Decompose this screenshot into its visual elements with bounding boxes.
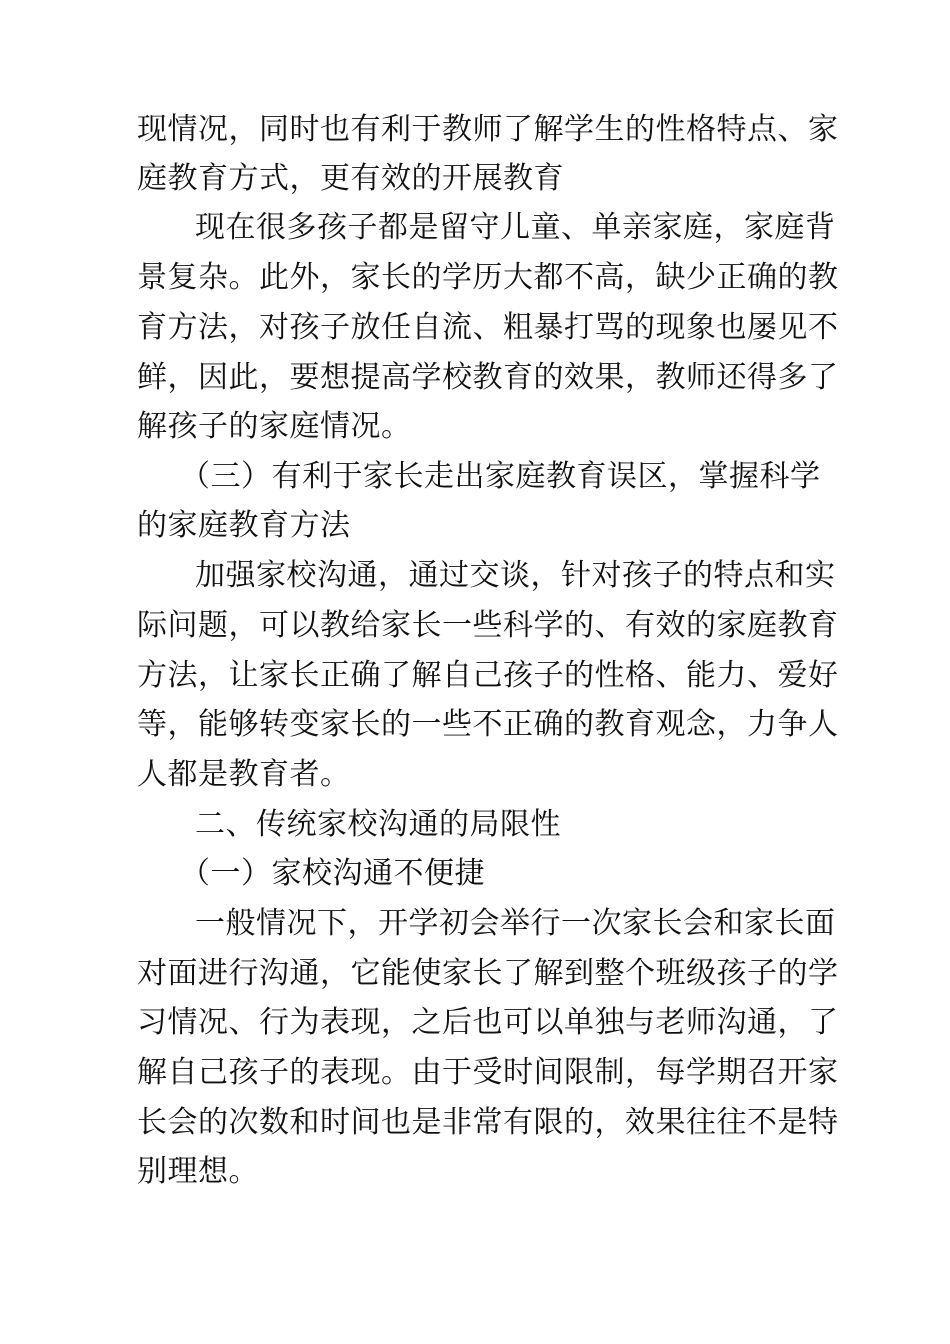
paragraph-line: 等，能够转变家长的一些不正确的教育观念，力争人 [137,707,839,742]
paragraph-line: 现情况，同时也有利于教师了解学生的性格特点、家 [137,112,839,147]
paragraph-line: 庭教育方式，更有效的开展教育 [137,161,564,196]
paragraph-line: 解孩子的家庭情况。 [137,409,412,444]
paragraph-line: 景复杂。此外，家长的学历大都不高，缺少正确的教 [137,260,839,295]
paragraph-line: 长会的次数和时间也是非常有限的，效果往往不是特 [137,1105,839,1140]
section-heading: （三）有利于家长走出家庭教育误区，掌握科学 [180,459,821,494]
paragraph-line: 习情况、行为表现，之后也可以单独与老师沟通，了 [137,1005,839,1040]
section-heading: 二、传统家校沟通的局限性 [195,807,561,842]
paragraph-line: 一般情况下，开学初会举行一次家长会和家长面 [195,906,836,941]
paragraph-line: 对面进行沟通，它能使家长了解到整个班级孩子的学 [137,956,839,991]
paragraph-line: 际问题，可以教给家长一些科学的、有效的家庭教育 [137,608,839,643]
paragraph-line: 方法，让家长正确了解自己孩子的性格、能力、爱好 [137,658,839,693]
paragraph-line: 别理想。 [137,1154,259,1189]
paragraph-line: 现在很多孩子都是留守儿童、单亲家庭，家庭背 [195,210,836,245]
paragraph-line: 人都是教育者。 [137,757,351,792]
paragraph-line: 加强家校沟通，通过交谈，针对孩子的特点和实 [195,558,836,593]
section-heading: 的家庭教育方法 [137,508,351,543]
paragraph-line: 鲜，因此，要想提高学校教育的效果，教师还得多了 [137,360,839,395]
paragraph-line: 育方法，对孩子放任自流、粗暴打骂的现象也屡见不 [137,310,839,345]
paragraph-line: 解自己孩子的表现。由于受时间限制，每学期召开家 [137,1055,839,1090]
section-heading: （一）家校沟通不便捷 [180,856,485,891]
